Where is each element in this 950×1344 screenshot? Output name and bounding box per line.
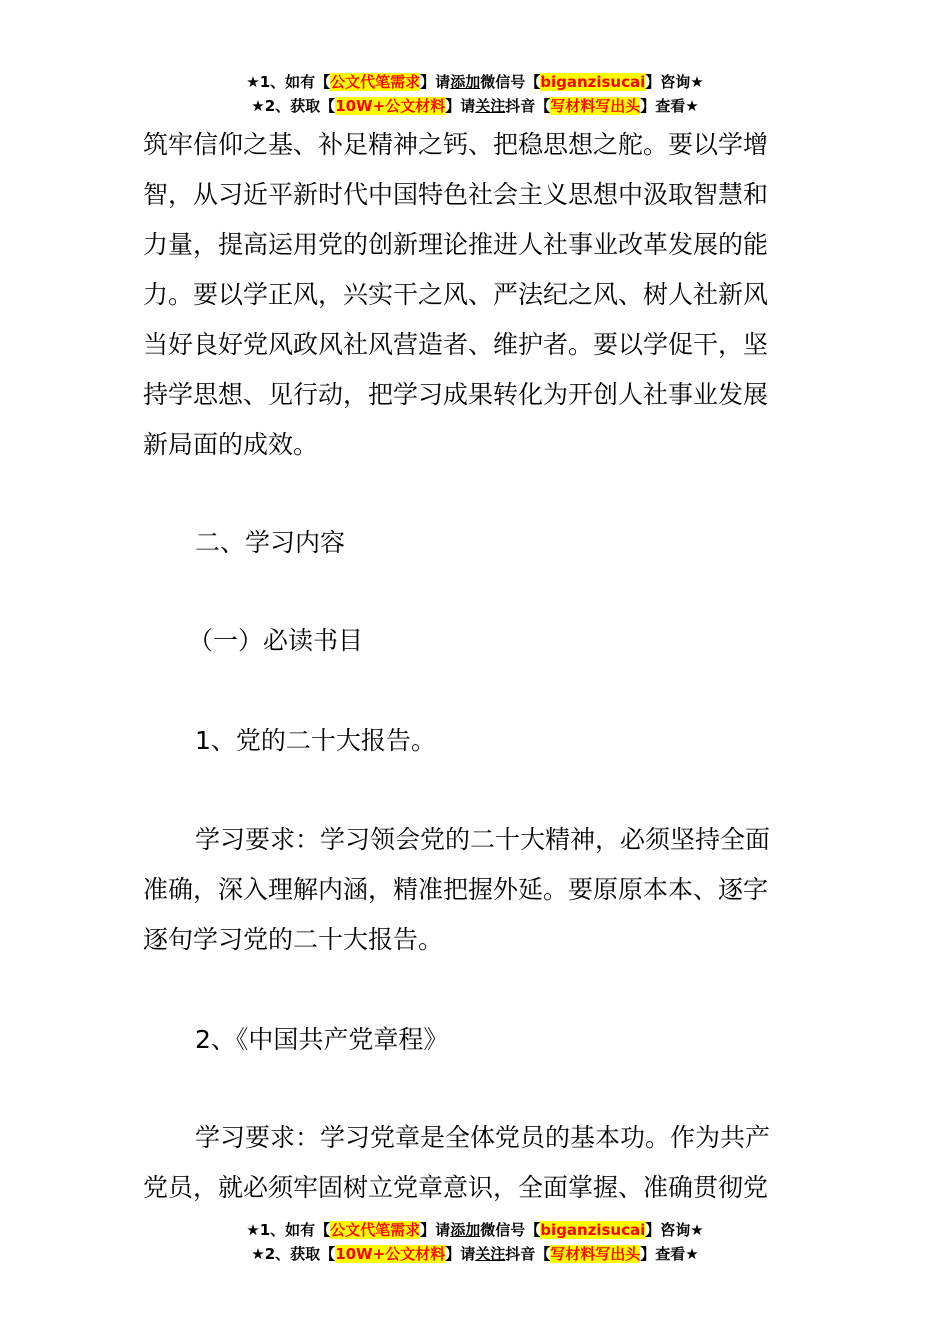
banner-underline: 添加 [450,1221,481,1239]
banner-text: 抖音【 [505,1245,551,1263]
text-line: 学习要求：学习领会党的二十大精神，必须坚持全面 [195,825,771,854]
requirement-1 [143,815,813,965]
text-line: 逐句学习党的二十大报告。 [143,925,444,954]
list-item-1: 1、党的二十大报告。 [195,726,436,755]
banner-wechat-id: biganzisucai [540,1221,646,1239]
text-line: 党员，就必须牢固树立党章意识，全面掌握、准确贯彻党 [143,1173,769,1202]
banner-text: ★1、如有【 [246,1221,331,1239]
banner-douyin-id: 写材料写出头 [550,97,641,115]
banner-douyin-id: 写材料写出头 [550,1245,641,1263]
banner-text: 】请 [420,73,451,91]
banner-highlight: 公文代笔需求 [330,73,421,91]
text-line: 当好良好党风政风社风营造者、维护者。要以学促干，坚 [143,330,769,359]
banner-text: 】咨询★ [645,1221,704,1239]
banner-highlight: 10W+公文材料 [335,97,446,115]
banner-text: ★2、获取【 [251,1245,336,1263]
requirement-2 [143,1113,813,1213]
banner-text: ★2、获取【 [251,97,336,115]
banner-line-2 [0,94,950,118]
list-item-2: 2、《中国共产党章程》 [195,1025,449,1054]
banner-text: ★1、如有【 [246,73,331,91]
banner-text: 】查看★ [640,97,699,115]
banner-text: 】咨询★ [645,73,704,91]
banner-text: 微信号【 [480,73,541,91]
text-line: 学习要求：学习党章是全体党员的基本功。作为共产 [195,1123,771,1152]
banner-highlight: 10W+公文材料 [335,1245,446,1263]
text-line: 智，从习近平新时代中国特色社会主义思想中汲取智慧和 [143,180,769,209]
banner-underline: 关注 [475,97,506,115]
text-line: 力。要以学正风，兴实干之风、严法纪之风、树人社新风 [143,280,769,309]
banner-line-1 [0,70,950,94]
text-line: 持学思想、见行动，把学习成果转化为开创人社事业发展 [143,380,769,409]
banner-underline: 添加 [450,73,481,91]
footer-banner [0,1218,950,1266]
banner-text: 抖音【 [505,97,551,115]
banner-text: 】请 [420,1221,451,1239]
banner-line-1 [0,1218,950,1242]
paragraph-1 [143,120,813,470]
text-line: 筑牢信仰之基、补足精神之钙、把稳思想之舵。要以学增 [143,130,769,159]
banner-highlight: 公文代笔需求 [330,1221,421,1239]
banner-underline: 关注 [475,1245,506,1263]
subsection-heading: （一）必读书目 [188,626,364,655]
banner-text: 微信号【 [480,1221,541,1239]
text-line: 准确，深入理解内涵，精准把握外延。要原原本本、逐字 [143,875,769,904]
section-heading: 二、学习内容 [195,528,346,557]
banner-text: 】请 [445,1245,476,1263]
header-banner [0,70,950,118]
banner-text: 】查看★ [640,1245,699,1263]
banner-text: 】请 [445,97,476,115]
text-line: 新局面的成效。 [143,430,319,459]
text-line: 力量，提高运用党的创新理论推进人社事业改革发展的能 [143,230,769,259]
banner-line-2 [0,1242,950,1266]
banner-wechat-id: biganzisucai [540,73,646,91]
